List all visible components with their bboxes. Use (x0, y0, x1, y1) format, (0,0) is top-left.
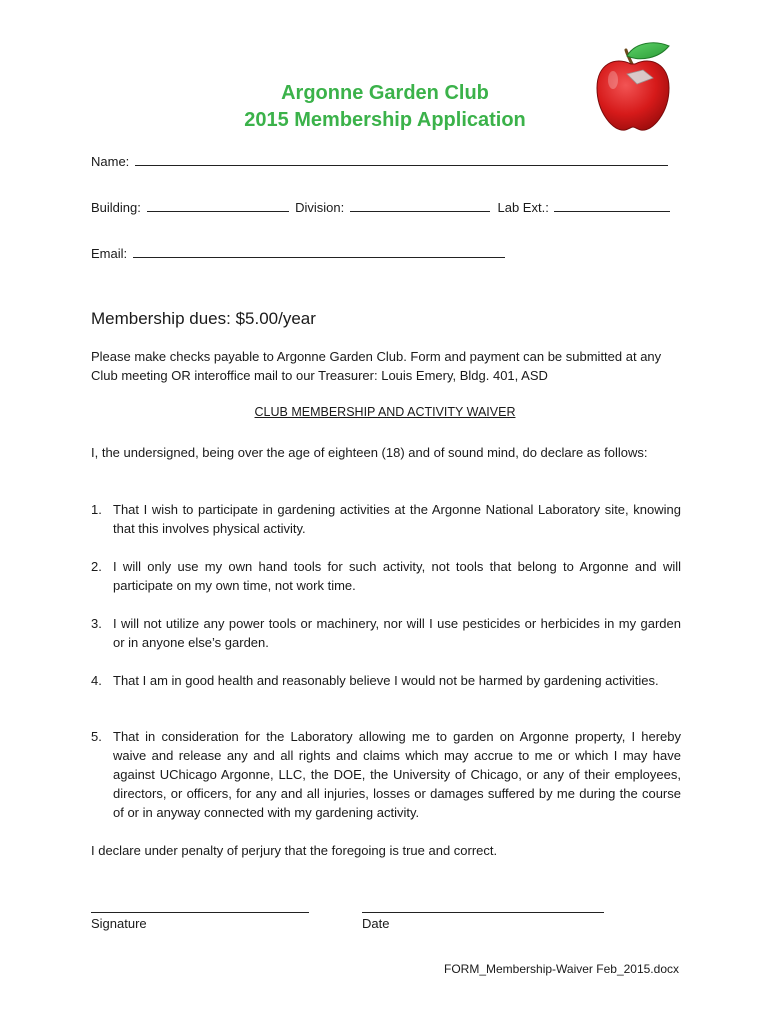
item-text: I will not utilize any power tools or machinery, nor will I use pesticides or herbicides in my garden or in anyone else’s garden. (113, 616, 681, 650)
waiver-item (91, 500, 681, 538)
building-blank[interactable] (147, 198, 289, 212)
waiver-item (91, 557, 681, 595)
name-label: Name: (91, 154, 130, 169)
page-subtitle: 2015 Membership Application (244, 109, 526, 131)
declaration: I declare under penalty of perjury that the foregoing is true and correct. (91, 843, 498, 858)
page-title: Argonne Garden Club (281, 82, 489, 104)
item-text: I will only use my own hand tools for such activity, not tools that belong to Argonne and will participate on my own time, not work time. (113, 559, 681, 593)
payment-instructions: Please make checks payable to Argonne Garden Club. Form and payment can be submitted at any Club meeting OR interoffice mail to our Treasurer: Louis Emery, Bldg. 401, ASD (91, 349, 662, 383)
item-number: 2. (91, 559, 102, 574)
building-label: Building: (91, 200, 141, 215)
item-text: That I wish to participate in gardening activities at the Argonne National Laboratory site, knowing that this involves physical activity. (113, 502, 681, 536)
email-blank[interactable] (133, 244, 505, 258)
email-label: Email: (91, 246, 128, 261)
item-number: 4. (91, 673, 102, 688)
division-label: Division: (295, 200, 345, 215)
membership-dues: Membership dues: $5.00/year (91, 309, 316, 328)
item-text: That in consideration for the Laboratory allowing me to garden on Argonne property, I hereby waive and release any and all rights and claims which may accrue to me or which I may have against UChicago Argonne, LLC, the DOE, the University of Chicago, or any of their employees, directors, or officers, for any and all injuries, losses or damages suffered by me during the course of or in anyway connected with my gardening activity. (113, 729, 681, 820)
waiver-intro: I, the undersigned, being over the age of eighteen (18) and of sound mind, do declare as follows: (91, 445, 648, 460)
division-blank[interactable] (350, 198, 490, 212)
footer-filename: FORM_Membership-Waiver Feb_2015.docx (444, 962, 679, 976)
date-line[interactable] (362, 912, 604, 913)
lab-ext-label: Lab Ext.: (497, 200, 549, 215)
item-number: 1. (91, 502, 102, 517)
email-field[interactable] (91, 244, 505, 262)
waiver-item (91, 614, 681, 652)
waiver-item (91, 671, 681, 690)
name-blank[interactable] (135, 152, 668, 166)
building-row (91, 198, 670, 216)
item-number: 3. (91, 616, 102, 631)
signature-label: Signature (91, 916, 147, 931)
lab-ext-blank[interactable] (554, 198, 670, 212)
waiver-item (91, 727, 681, 822)
date-label: Date (362, 916, 390, 931)
waiver-heading: CLUB MEMBERSHIP AND ACTIVITY WAIVER (254, 405, 516, 419)
signature-line[interactable] (91, 912, 309, 913)
item-number: 5. (91, 729, 102, 744)
name-field[interactable] (91, 152, 668, 170)
item-text: That I am in good health and reasonably believe I would not be harmed by gardening activities. (113, 673, 659, 688)
